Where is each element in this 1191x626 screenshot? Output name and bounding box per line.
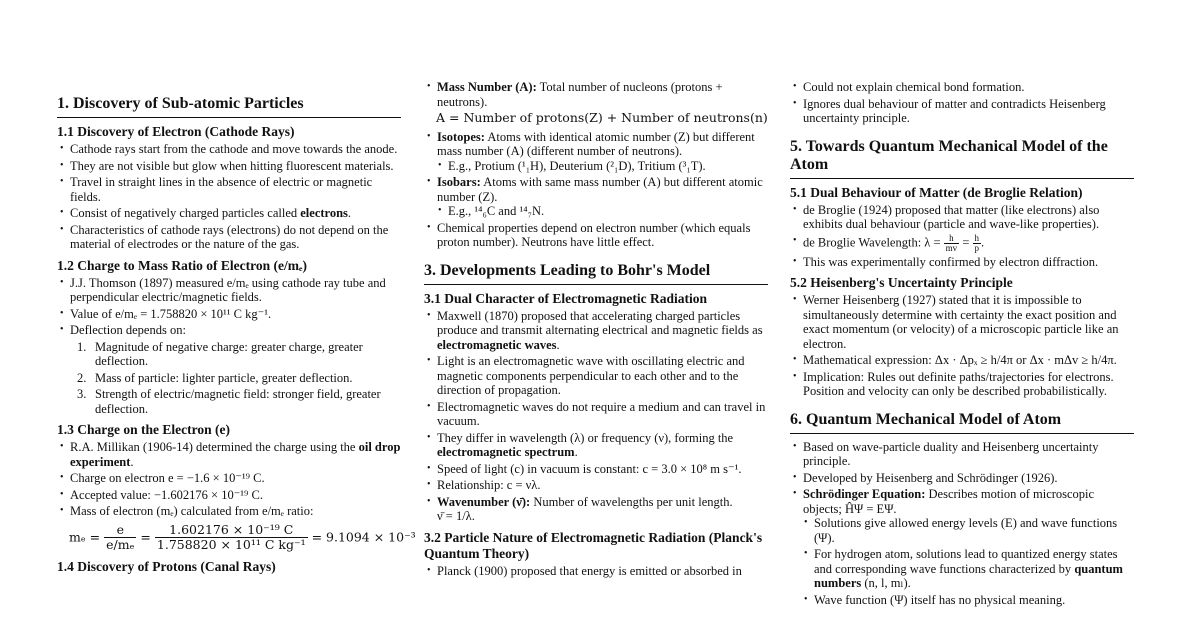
list-item: • Based on wave-particle duality and Heisenberg uncertainty principle. bbox=[790, 440, 1134, 469]
list-item: • Chemical properties depend on electron number (which equals proton number). Neutrons have little effect. bbox=[424, 221, 768, 250]
list-item: • Developed by Heisenberg and Schrödinger (1926). bbox=[790, 471, 1134, 486]
numbered-item: 1. Magnitude of negative charge: greater charge, greater deflection. bbox=[77, 339, 363, 368]
section-heading-6: 6. Quantum Mechanical Model of Atom bbox=[790, 411, 1134, 434]
subsection-heading-1-3: 1.3 Charge on the Electron (e) bbox=[57, 422, 230, 437]
list-item: • Werner Heisenberg (1927) stated that it is impossible to simultaneously determine with certainty the exact position and exact momentum (or velocity) of a microscopic particle like an electron. bbox=[790, 293, 1134, 351]
list-item: • Accepted value: −1.602176 × 10⁻¹⁹ C. bbox=[57, 488, 401, 503]
list-item: • Isobars: Atoms with same mass number (A) but different atomic number (Z). • E.g., ¹⁴₆C and ¹⁴₇N. bbox=[424, 175, 768, 219]
list-isotopes bbox=[424, 130, 768, 250]
list-6 bbox=[790, 440, 1134, 608]
list-5-1 bbox=[790, 203, 1134, 270]
list-item: • Consist of negatively charged particles called electrons. bbox=[57, 206, 401, 221]
list-item: • Mass of electron (mₑ) calculated from e/mₑ ratio: bbox=[57, 504, 401, 519]
list-item: • Characteristics of cathode rays (electrons) do not depend on the material of electrodes or the nature of the gas. bbox=[57, 223, 401, 252]
mass-number-equation: A = Number of protons(Z) + Number of neutrons(n) bbox=[436, 110, 768, 125]
column-2 bbox=[424, 80, 768, 580]
list-item: • They are not visible but glow when hitting fluorescent materials. bbox=[57, 159, 401, 174]
list-item: • J.J. Thomson (1897) measured e/mₑ using cathode ray tube and perpendicular electric/magnetic fields. bbox=[57, 276, 401, 305]
numbered-item: 2. Mass of particle: lighter particle, greater deflection. bbox=[77, 370, 353, 385]
list-item: • Relationship: c = νλ. bbox=[424, 478, 768, 493]
list-item: • Speed of light (c) in vacuum is constant: c = 3.0 × 10⁸ m s⁻¹. bbox=[424, 462, 768, 477]
subsection-heading-3-1: 3.1 Dual Character of Electromagnetic Radiation bbox=[424, 290, 707, 306]
list-item: • Ignores dual behaviour of matter and contradicts Heisenberg uncertainty principle. bbox=[790, 97, 1134, 126]
list-item: • Isotopes: Atoms with identical atomic number (Z) but different mass number (A) (different number of neutrons). • E.g., Protium (¹₁H), Deuterium (²₁D), Tritium (³₁T). bbox=[424, 130, 768, 174]
list-3-1 bbox=[424, 309, 768, 524]
list-item: • Deflection depends on: bbox=[57, 323, 401, 338]
list-item: • Mass Number (A): Total number of nucleons (protons + neutrons). bbox=[424, 80, 768, 109]
numbered-list-1-2 bbox=[57, 340, 401, 417]
section-heading-3: 3. Developments Leading to Bohr's Model bbox=[424, 262, 768, 285]
list-item: • Light is an electromagnetic wave with oscillating electric and magnetic components perpendicular to each other and to the direction of propagation. bbox=[424, 354, 768, 398]
sub-list-item: • E.g., ¹⁴₆C and ¹⁴₇N. bbox=[424, 204, 768, 219]
list-1-3 bbox=[57, 440, 401, 519]
list-item: • Wavenumber (ν̄): Number of wavelengths per unit length. ν̄ = 1/λ. bbox=[424, 495, 768, 524]
list-model-limitations bbox=[790, 80, 1134, 126]
list-item: • Value of e/mₑ = 1.758820 × 10¹¹ C kg⁻¹. bbox=[57, 307, 401, 322]
subsection-heading-5-2: 5.2 Heisenberg's Uncertainty Principle bbox=[790, 275, 1013, 290]
list-item: • Planck (1900) proposed that energy is emitted or absorbed in bbox=[424, 564, 768, 579]
list-item: • Could not explain chemical bond formation. bbox=[790, 80, 1134, 95]
column-3 bbox=[790, 80, 1134, 609]
list-item: • Mathematical expression: Δx · Δpₓ ≥ h/4π or Δx · mΔv ≥ h/4π. bbox=[790, 353, 1134, 368]
subsection-heading-1-4: 1.4 Discovery of Protons (Canal Rays) bbox=[57, 558, 276, 574]
sub-list-item: • E.g., Protium (¹₁H), Deuterium (²₁D), Tritium (³₁T). bbox=[424, 159, 768, 174]
list-item: • Schrödinger Equation: Describes motion of microscopic objects; ĤΨ = EΨ. • Solutions give allowed energy levels (E) and wave functions (Ψ). • For hydrogen atom, solutions lead to quantized energy states and corresponding wave functions characterized by quantum numbers (n, l, mₗ). • Wave function (Ψ) itself has no physical meaning. bbox=[790, 487, 1134, 607]
sub-list-item: • Solutions give allowed energy levels (E) and wave functions (Ψ). bbox=[790, 516, 1134, 545]
section-heading-5: 5. Towards Quantum Mechanical Model of the Atom bbox=[790, 138, 1134, 179]
list-3-2 bbox=[424, 564, 768, 579]
numbered-item: 3. Strength of electric/magnetic field: stronger field, greater deflection. bbox=[77, 387, 381, 416]
subsection-heading-1-2: 1.2 Charge to Mass Ratio of Electron (e/mₑ) bbox=[57, 257, 307, 273]
subsection-heading-5-1: 5.1 Dual Behaviour of Matter (de Broglie Relation) bbox=[790, 184, 1083, 200]
sub-list-item: • For hydrogen atom, solutions lead to quantized energy states and corresponding wave functions characterized by quantum numbers (n, l, mₗ). bbox=[790, 547, 1134, 591]
list-item: • de Broglie Wavelength: λ = $\frac{h}{mv}$ = $\frac{h}{p}$ . bbox=[790, 234, 1134, 253]
list-item: • Cathode rays start from the cathode and move towards the anode. bbox=[57, 142, 401, 157]
list-item: • de Broglie (1924) proposed that matter (like electrons) also exhibits dual behaviour (particle and wave-like properties). bbox=[790, 203, 1134, 232]
subsection-heading-1-1: 1.1 Discovery of Electron (Cathode Rays) bbox=[57, 124, 295, 139]
subsection-heading-3-2: 3.2 Particle Nature of Electromagnetic Radiation (Planck's Quantum Theory) bbox=[424, 529, 763, 561]
list-item: • They differ in wavelength (λ) or frequency (ν), forming the electromagnetic spectrum. bbox=[424, 431, 768, 460]
electron-mass-equation: mₑ = $\frac{e}{\text{e/mₑ}}$ = $\frac{\text{1.602176 × 10⁻¹⁹ C}}{\text{1.758820 × 10¹¹ C kg⁻¹}}$ = 9.1094 × 10⁻³ bbox=[69, 521, 416, 552]
column-1 bbox=[57, 91, 416, 577]
list-item: • R.A. Millikan (1906-14) determined the charge using the oil drop experiment. bbox=[57, 440, 401, 469]
list-1-2 bbox=[57, 276, 401, 338]
list-item: • This was experimentally confirmed by electron diffraction. bbox=[790, 255, 1134, 270]
list-nucleus-terms bbox=[424, 80, 768, 109]
list-item: • Implication: Rules out definite paths/trajectories for electrons. Position and velocity can only be described probabilistically. bbox=[790, 370, 1134, 399]
list-item: • Maxwell (1870) proposed that accelerating charged particles produce and transmit alternating electrical and magnetic fields as electromagnetic waves. bbox=[424, 309, 768, 353]
list-item: • Travel in straight lines in the absence of electric or magnetic fields. bbox=[57, 175, 401, 204]
section-heading-1: 1. Discovery of Sub-atomic Particles bbox=[57, 95, 401, 118]
sub-list-item: • Wave function (Ψ) itself has no physical meaning. bbox=[790, 593, 1134, 608]
list-item: • Electromagnetic waves do not require a medium and can travel in vacuum. bbox=[424, 400, 768, 429]
list-item: • Charge on electron e = −1.6 × 10⁻¹⁹ C. bbox=[57, 471, 401, 486]
list-5-2 bbox=[790, 293, 1134, 399]
list-1-1 bbox=[57, 142, 401, 252]
